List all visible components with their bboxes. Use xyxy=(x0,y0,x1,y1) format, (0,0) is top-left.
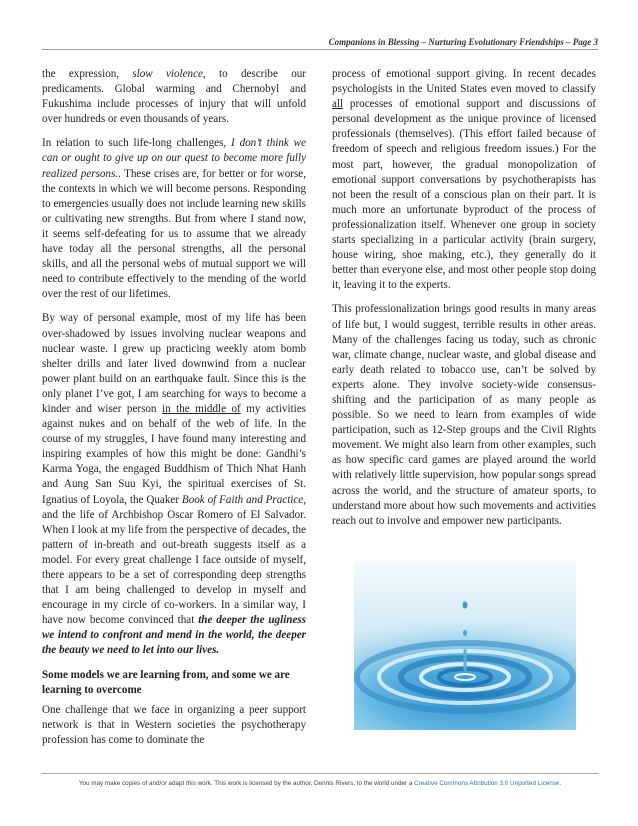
footer-rule xyxy=(42,773,598,774)
paragraph: One challenge that we face in organizing a peer support network is that in Western societies the psychotherapy profession has come to dominate the xyxy=(42,703,306,746)
paragraph: This professionalization brings good results in many areas of life but, I would suggest, terrible results in other areas. Many of the challenges facing us today, such as chronic war, climate change, nuclear waste, and global disease and early death related to tobacco use, can’t be solved by experts alone. They involve society-wide consensus-shifting and the participation of as many people as possible. So we need to learn from examples of wide participation, such as 12-Step groups and the Civil Rights movement. We might also learn from other examples, such as how specific card games are played around the world with relatively little supervision, how popular songs spread across the world, and the structure of amateur sports, to understand more about how such movements and activities reach out to involve and empower new participants. xyxy=(332,303,596,527)
left-column xyxy=(42,67,306,748)
license-link[interactable]: Creative Commons Attribution 3.0 Unported License xyxy=(414,780,560,787)
paragraph: By way of personal example, most of my life has been over-shadowed by issues involving nuclear weapons and nuclear waste. I grew up practicing weekly atom bomb shelter drills and later lived downwind from a nuclear power plant build on an earthquake fault. Since this is the only planet I’ve got, I am searching for ways to become a kinder and wiser person in the middle of my activities against nukes and on behalf of the web of life. In the course of my struggles, I have found many interesting and inspiring examples of how this might be done: Gandhi’s Karma Yoga, the engaged Buddhism of Thich Nhat Hanh and Aung San Suu Kyi, the spiritual exercises of St. Ignatius of Loyola, the Quaker Book of Faith and Practice, and the life of Archbishop Oscar Romero of El Salvador. When I look at my life from the perspective of decades, the pattern of in-breath and out-breath suggests itself as a model. For every great challenge I face outside of myself, there appears to be a set of corresponding deep strengths that I am being challenged to develop in myself and encourage in my circle of co-workers. In a similar way, I have now become convinced that the deeper the ugliness we intend to confront and mend in the world, the deeper the beauty we need to let into our lives. xyxy=(42,312,307,657)
underlined-text: all xyxy=(332,98,344,111)
water-ripple-illustration xyxy=(354,561,576,730)
underlined-text: in the middle of xyxy=(162,402,241,415)
emphasis: slow violence xyxy=(132,68,203,80)
paragraph: the expression, slow violence, to describe our predicaments. Global warming and Chernobyl and Fukushima include processes of injury that will unfold over hundreds or even thousands of years. xyxy=(42,68,306,126)
key-statement: the deeper the ugliness we intend to confront and mend in the world, the deeper the beauty we need to let into our lives. xyxy=(42,614,307,657)
section-heading: Some models we are learning from, and some we are learning to overcome xyxy=(42,668,290,696)
header-rule xyxy=(42,49,598,50)
paragraph: In relation to such life-long challenges, I don’t think we can or ought to give up on our quest to become more fully realized persons.. These crises are, for better or for worse, the contexts in which we will become persons. Responding to emergencies usually does not include learning new skills or cultivating new strengths. But from where I stand now, it seems self-defeating for us to assume that we already have today all the personal strengths, all the personal skills, and all the personal webs of mutual support we will need to contribute effectively to the mending of the world over the rest of our lifetimes. xyxy=(42,137,306,301)
paragraph: process of emotional support giving. In recent decades psychologists in the United States even moved to classify all processes of emotional support and discussions of personal development as the unique province of licensed professionals (themselves). (This effort failed because of freedom of speech and religious freedom issues.) For the most part, however, the gradual monopolization of emotional support conversations by psychotherapists has not been the result of a conscious plan on their part. It is much more an unfortunate byproduct of the process of professionalization itself. Whenever one group in society starts specializing in a particular activity (brain surgery, house wiring, shoe making, etc.), they generally do it better than everyone else, and most other people stop doing it, leaving it to the experts. xyxy=(332,68,596,292)
book-title: Book of Faith and Practice, xyxy=(181,493,306,506)
license-footer: You may make copies of and/or adapt this work. This work is licensed by the author, Dennis Rivers, to the world under a Creative Commons Attribution 3.0 Unported License. xyxy=(78,780,562,787)
emphasis: I don’t think we can or ought to give up on our quest to become more fully realized persons. xyxy=(42,137,306,180)
water-ripple-photo xyxy=(354,561,576,730)
right-column xyxy=(332,67,596,529)
running-head: Companions in Blessing – Nurturing Evolutionary Friendships – Page 3 xyxy=(328,37,598,47)
